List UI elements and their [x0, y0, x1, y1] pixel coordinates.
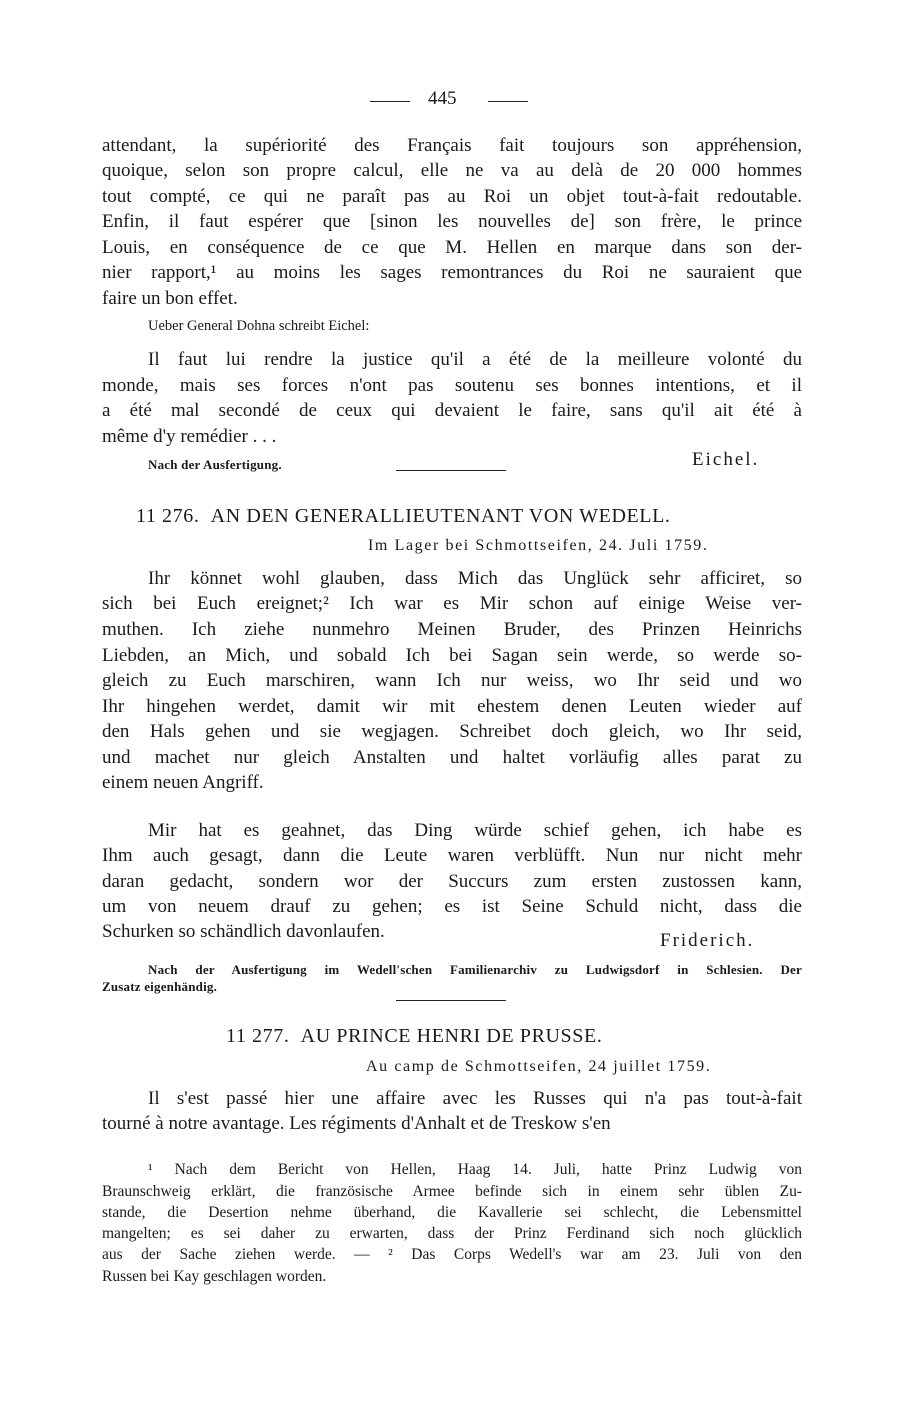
- letter-line: um von neuem drauf zu gehen; es ist Seine Schuld nicht, dass die: [102, 896, 802, 917]
- letter-line: Schurken so schändlich davonlaufen.: [102, 921, 385, 942]
- source-note: Nach der Ausfertigung.: [148, 457, 282, 472]
- letter-line: Il s'est passé hier une affaire avec les Russes qui n'a pas tout-à-fait: [148, 1088, 802, 1109]
- page-number: 445: [428, 88, 457, 109]
- letter-line: sich bei Euch ereignet;² Ich war es Mir schon auf einige Weise ver-: [102, 593, 802, 614]
- footnote-line: stande, die Desertion nehme überhand, die Kavallerie sei schlecht, die Lebensmittel: [102, 1204, 802, 1221]
- footnote-line: Braunschweig erklärt, die französische Armee befinde sich in einem sehr üblen Zu-: [102, 1183, 802, 1200]
- letter-line: Ihm auch gesagt, dann die Leute waren verblüfft. Nun nur nicht mehr: [102, 845, 802, 866]
- letter-source-note: Zusatz eigenhändig.: [102, 979, 218, 994]
- footnote-line: mangelten; es sei daher zu erwarten, dass der Prinz Ferdinand sich noch glücklich: [102, 1225, 802, 1242]
- letter-number: 11 276.: [136, 505, 200, 527]
- signature-friderich: Friderich.: [660, 930, 755, 951]
- letter-source-note: Nach der Ausfertigung im Wedell'schen Familienarchiv zu Ludwigsdorf in Schlesien. Der: [148, 962, 802, 977]
- section-rule: [396, 470, 506, 471]
- intro-line: attendant, la supériorité des Français fait toujours son appréhension,: [102, 135, 802, 156]
- quote-line: monde, mais ses forces n'ont pas soutenu ses bonnes intentions, et il: [102, 375, 802, 396]
- letter-place-date: Im Lager bei Schmottseifen, 24. Juli 1759.: [368, 537, 709, 554]
- intro-line: nier rapport,¹ au moins les sages remontrances du Roi ne sauraient que: [102, 262, 802, 283]
- letter-line: und machet nur gleich Anstalten und haltet vorläufig alles parat zu: [102, 747, 802, 768]
- header-rule-left: [370, 101, 410, 102]
- letter-title: AN DEN GENERALLIEUTENANT VON WEDELL.: [210, 505, 671, 527]
- intro-line: Louis, en conséquence de ce que M. Hellen en marque dans son der-: [102, 237, 802, 258]
- footnote-line: aus der Sache ziehen werde. — ² Das Corps Wedell's war am 23. Juli von den: [102, 1246, 802, 1263]
- footnote-line: ¹ Nach dem Bericht von Hellen, Haag 14. Juli, hatte Prinz Ludwig von: [148, 1161, 802, 1178]
- note-dohna: Ueber General Dohna schreibt Eichel:: [148, 318, 370, 334]
- signature-eichel: Eichel.: [692, 449, 760, 470]
- header-rule-right: [488, 101, 528, 102]
- letter-heading-11276: [136, 505, 671, 528]
- section-rule: [396, 1000, 506, 1001]
- footnote-line: Russen bei Kay geschlagen worden.: [102, 1268, 327, 1285]
- intro-line: faire un bon effet.: [102, 288, 238, 309]
- letter-line: Ihr könnet wohl glauben, dass Mich das Unglück sehr afficiret, so: [148, 568, 802, 589]
- letter-line: Ihr hingehen werdet, damit wir mit ehestem denen Leuten wieder auf: [102, 696, 802, 717]
- letter-line: einem neuen Angriff.: [102, 772, 264, 793]
- intro-line: quoique, selon son propre calcul, elle ne va au delà de 20 000 hommes: [102, 160, 802, 181]
- intro-line: Enfin, il faut espérer que [sinon les nouvelles de] son frère, le prince: [102, 211, 802, 232]
- letter-line: tourné à notre avantage. Les régiments d'Anhalt et de Treskow s'en: [102, 1113, 611, 1134]
- letter-line: den Hals gehen und sie wegjagen. Schreibet doch gleich, wo Ihr seid,: [102, 721, 802, 742]
- letter-line: daran gedacht, sondern wor der Succurs zum ersten zustossen kann,: [102, 871, 802, 892]
- quote-line: même d'y remédier . . .: [102, 426, 277, 447]
- letter-line: Mir hat es geahnet, das Ding würde schief gehen, ich habe es: [148, 820, 802, 841]
- letter-line: Liebden, an Mich, und sobald Ich bei Sagan sein werde, so werde so-: [102, 645, 802, 666]
- letter-line: gleich zu Euch marschiren, wann Ich nur weiss, wo Ihr seid und wo: [102, 670, 802, 691]
- quote-line: a été mal secondé de ceux qui devaient le faire, sans qu'il ait été à: [102, 400, 802, 421]
- intro-line: tout compté, ce qui ne paraît pas au Roi un objet tout-à-fait redoutable.: [102, 186, 802, 207]
- quote-line: Il faut lui rendre la justice qu'il a été de la meilleure volonté du: [148, 349, 802, 370]
- letter-number: 11 277.: [226, 1025, 290, 1047]
- letter-line: muthen. Ich ziehe nunmehro Meinen Bruder, des Prinzen Heinrichs: [102, 619, 802, 640]
- letter-heading-11277: [226, 1025, 602, 1048]
- letter-place-date: Au camp de Schmottseifen, 24 juillet 1759.: [366, 1058, 712, 1075]
- letter-title: AU PRINCE HENRI DE PRUSSE.: [300, 1025, 603, 1047]
